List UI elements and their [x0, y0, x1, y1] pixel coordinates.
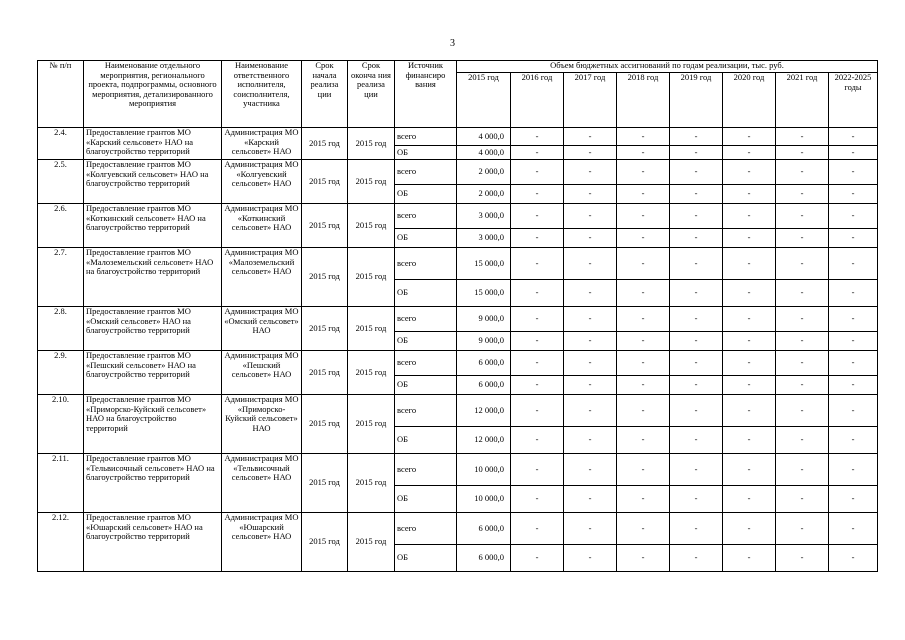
row-source-ob: ОБ: [395, 146, 457, 160]
row-dash: -: [776, 229, 829, 248]
row-source-ob: ОБ: [395, 185, 457, 204]
page-number: 3: [450, 38, 455, 49]
row-start: 2015 год: [302, 513, 348, 572]
row-dash: -: [670, 307, 723, 332]
row-value-2015-ob: 6 000,0: [457, 545, 511, 572]
row-end: 2015 год: [348, 307, 395, 351]
row-dash: -: [723, 351, 776, 376]
budget-table: [37, 60, 878, 572]
row-dash: -: [776, 351, 829, 376]
row-dash: -: [776, 160, 829, 185]
header-year: 2018 год: [617, 73, 670, 128]
row-dash: -: [564, 160, 617, 185]
row-name: Предоставление грантов МО «Приморско-Куйский сельсовет» НАО на благоустройство территорий: [84, 395, 222, 454]
row-dash: -: [564, 427, 617, 454]
header-end: Срок оконча ния реализа ции: [348, 61, 395, 128]
row-end: 2015 год: [348, 204, 395, 248]
row-dash: -: [829, 146, 878, 160]
header-year: 2022-2025 годы: [829, 73, 878, 128]
row-dash: -: [723, 280, 776, 307]
row-value-2015-ob: 10 000,0: [457, 486, 511, 513]
row-dash: -: [617, 128, 670, 146]
row-dash: -: [564, 332, 617, 351]
row-dash: -: [829, 280, 878, 307]
row-dash: -: [617, 427, 670, 454]
row-dash: -: [564, 395, 617, 427]
table-row: [38, 248, 878, 280]
row-dash: -: [829, 545, 878, 572]
row-dash: -: [723, 395, 776, 427]
row-start: 2015 год: [302, 307, 348, 351]
row-value-2015-total: 2 000,0: [457, 160, 511, 185]
row-start: 2015 год: [302, 351, 348, 395]
header-year: 2017 год: [564, 73, 617, 128]
row-dash: -: [776, 545, 829, 572]
row-end: 2015 год: [348, 395, 395, 454]
row-value-2015-ob: 4 000,0: [457, 146, 511, 160]
row-dash: -: [829, 248, 878, 280]
row-responsible: Администрация МО «Приморско-Куйский сельсовет» НАО: [222, 395, 302, 454]
row-dash: -: [776, 454, 829, 486]
row-dash: -: [670, 160, 723, 185]
row-dash: -: [511, 376, 564, 395]
row-dash: -: [723, 376, 776, 395]
row-dash: -: [564, 454, 617, 486]
row-dash: -: [511, 229, 564, 248]
row-number: 2.7.: [38, 248, 84, 307]
row-value-2015-total: 15 000,0: [457, 248, 511, 280]
row-source-ob: ОБ: [395, 280, 457, 307]
row-dash: -: [670, 513, 723, 545]
row-dash: -: [511, 248, 564, 280]
row-dash: -: [670, 454, 723, 486]
row-dash: -: [776, 332, 829, 351]
row-dash: -: [511, 307, 564, 332]
row-dash: -: [829, 513, 878, 545]
row-number: 2.8.: [38, 307, 84, 351]
row-dash: -: [829, 307, 878, 332]
row-dash: -: [564, 545, 617, 572]
row-name: Предоставление грантов МО «Малоземельский сельсовет» НАО на благоустройство территорий: [84, 248, 222, 307]
row-dash: -: [511, 486, 564, 513]
header-responsible: Наименование ответственного исполнителя, соисполнителя, участника: [222, 61, 302, 128]
row-number: 2.11.: [38, 454, 84, 513]
row-dash: -: [511, 185, 564, 204]
row-dash: -: [723, 545, 776, 572]
row-dash: -: [776, 248, 829, 280]
row-number: 2.5.: [38, 160, 84, 204]
row-end: 2015 год: [348, 160, 395, 204]
row-dash: -: [723, 229, 776, 248]
row-dash: -: [776, 486, 829, 513]
row-source-total: всего: [395, 454, 457, 486]
row-dash: -: [617, 160, 670, 185]
row-end: 2015 год: [348, 513, 395, 572]
row-dash: -: [829, 486, 878, 513]
row-dash: -: [776, 395, 829, 427]
header-year: 2020 год: [723, 73, 776, 128]
row-dash: -: [511, 146, 564, 160]
row-dash: -: [723, 427, 776, 454]
row-dash: -: [564, 248, 617, 280]
row-dash: -: [670, 545, 723, 572]
row-source-total: всего: [395, 160, 457, 185]
row-value-2015-total: 3 000,0: [457, 204, 511, 229]
row-value-2015-ob: 3 000,0: [457, 229, 511, 248]
row-dash: -: [617, 146, 670, 160]
row-value-2015-ob: 2 000,0: [457, 185, 511, 204]
row-number: 2.10.: [38, 395, 84, 454]
row-responsible: Администрация МО «Малоземельский сельсовет» НАО: [222, 248, 302, 307]
row-responsible: Администрация МО «Тельвисочный сельсовет» НАО: [222, 454, 302, 513]
row-dash: -: [670, 248, 723, 280]
row-end: 2015 год: [348, 248, 395, 307]
header-num: № п/п: [38, 61, 84, 128]
header-start: Срок начала реализа ции: [302, 61, 348, 128]
row-dash: -: [829, 427, 878, 454]
row-number: 2.4.: [38, 128, 84, 160]
row-dash: -: [617, 185, 670, 204]
row-start: 2015 год: [302, 160, 348, 204]
row-responsible: Администрация МО «Пешский сельсовет» НАО: [222, 351, 302, 395]
row-value-2015-total: 12 000,0: [457, 395, 511, 427]
row-dash: -: [723, 513, 776, 545]
row-source-ob: ОБ: [395, 332, 457, 351]
row-dash: -: [670, 332, 723, 351]
header-name: Наименование отдельного мероприятия, регионального проекта, подпрограммы, основного мероприятия, детализированного мероприятия: [84, 61, 222, 128]
row-dash: -: [829, 229, 878, 248]
row-dash: -: [511, 280, 564, 307]
row-start: 2015 год: [302, 395, 348, 454]
row-dash: -: [829, 454, 878, 486]
table-row: [38, 454, 878, 486]
row-end: 2015 год: [348, 454, 395, 513]
row-dash: -: [829, 128, 878, 146]
row-end: 2015 год: [348, 128, 395, 160]
row-dash: -: [829, 376, 878, 395]
header-year: 2015 год: [457, 73, 511, 128]
row-source-ob: ОБ: [395, 486, 457, 513]
header-volume: Объем бюджетных ассигнований по годам реализации, тыс. руб.: [457, 61, 878, 73]
header-year: 2016 год: [511, 73, 564, 128]
row-value-2015-ob: 6 000,0: [457, 376, 511, 395]
row-dash: -: [829, 185, 878, 204]
table-row: [38, 128, 878, 146]
row-dash: -: [617, 280, 670, 307]
row-dash: -: [564, 204, 617, 229]
row-dash: -: [723, 185, 776, 204]
row-dash: -: [511, 128, 564, 146]
row-dash: -: [670, 280, 723, 307]
row-dash: -: [617, 395, 670, 427]
row-value-2015-total: 6 000,0: [457, 351, 511, 376]
row-source-total: всего: [395, 395, 457, 427]
row-value-2015-ob: 9 000,0: [457, 332, 511, 351]
row-source-ob: ОБ: [395, 427, 457, 454]
header-source: Источник финансиро вания: [395, 61, 457, 128]
row-dash: -: [670, 229, 723, 248]
row-name: Предоставление грантов МО «Карский сельсовет» НАО на благоустройство территорий: [84, 128, 222, 160]
row-dash: -: [776, 427, 829, 454]
row-dash: -: [511, 204, 564, 229]
row-source-total: всего: [395, 248, 457, 280]
row-responsible: Администрация МО «Коткинский сельсовет» НАО: [222, 204, 302, 248]
row-dash: -: [723, 128, 776, 146]
row-source-ob: ОБ: [395, 545, 457, 572]
row-dash: -: [564, 128, 617, 146]
row-name: Предоставление грантов МО «Тельвисочный сельсовет» НАО на благоустройство территорий: [84, 454, 222, 513]
row-start: 2015 год: [302, 128, 348, 160]
row-value-2015-total: 9 000,0: [457, 307, 511, 332]
row-responsible: Администрация МО «Колгуевский сельсовет» НАО: [222, 160, 302, 204]
table-row: [38, 307, 878, 332]
row-responsible: Администрация МО «Карский сельсовет» НАО: [222, 128, 302, 160]
row-dash: -: [670, 351, 723, 376]
row-end: 2015 год: [348, 351, 395, 395]
row-dash: -: [829, 351, 878, 376]
row-dash: -: [723, 454, 776, 486]
header-year: 2019 год: [670, 73, 723, 128]
row-source-total: всего: [395, 307, 457, 332]
row-name: Предоставление грантов МО «Омский сельсовет» НАО на благоустройство территорий: [84, 307, 222, 351]
row-dash: -: [776, 146, 829, 160]
row-dash: -: [564, 376, 617, 395]
row-dash: -: [617, 376, 670, 395]
row-dash: -: [564, 280, 617, 307]
row-dash: -: [617, 545, 670, 572]
row-dash: -: [670, 185, 723, 204]
row-dash: -: [564, 486, 617, 513]
row-source-ob: ОБ: [395, 376, 457, 395]
row-dash: -: [511, 395, 564, 427]
row-dash: -: [670, 395, 723, 427]
row-dash: -: [723, 204, 776, 229]
row-dash: -: [829, 332, 878, 351]
row-value-2015-total: 4 000,0: [457, 128, 511, 146]
row-name: Предоставление грантов МО «Юшарский сельсовет» НАО на благоустройство территорий: [84, 513, 222, 572]
row-dash: -: [564, 185, 617, 204]
row-dash: -: [829, 395, 878, 427]
row-name: Предоставление грантов МО «Коткинский сельсовет» НАО на благоустройство территорий: [84, 204, 222, 248]
row-dash: -: [723, 486, 776, 513]
row-dash: -: [511, 160, 564, 185]
row-dash: -: [776, 376, 829, 395]
row-dash: -: [511, 351, 564, 376]
row-value-2015-ob: 15 000,0: [457, 280, 511, 307]
row-dash: -: [670, 204, 723, 229]
row-number: 2.12.: [38, 513, 84, 572]
row-dash: -: [617, 248, 670, 280]
row-dash: -: [670, 146, 723, 160]
row-value-2015-total: 6 000,0: [457, 513, 511, 545]
row-dash: -: [723, 160, 776, 185]
row-responsible: Администрация МО «Юшарский сельсовет» НАО: [222, 513, 302, 572]
row-start: 2015 год: [302, 454, 348, 513]
row-dash: -: [723, 307, 776, 332]
row-start: 2015 год: [302, 204, 348, 248]
row-dash: -: [776, 128, 829, 146]
table-row: [38, 204, 878, 229]
row-dash: -: [511, 332, 564, 351]
row-source-ob: ОБ: [395, 229, 457, 248]
row-dash: -: [776, 280, 829, 307]
row-dash: -: [776, 185, 829, 204]
header-year: 2021 год: [776, 73, 829, 128]
table-row: [38, 160, 878, 185]
row-dash: -: [776, 513, 829, 545]
row-dash: -: [511, 545, 564, 572]
row-source-total: всего: [395, 513, 457, 545]
row-number: 2.9.: [38, 351, 84, 395]
row-dash: -: [617, 454, 670, 486]
row-value-2015-ob: 12 000,0: [457, 427, 511, 454]
row-dash: -: [670, 486, 723, 513]
row-dash: -: [617, 351, 670, 376]
table-row: [38, 513, 878, 545]
row-source-total: всего: [395, 128, 457, 146]
table-row: [38, 351, 878, 376]
row-dash: -: [776, 204, 829, 229]
row-number: 2.6.: [38, 204, 84, 248]
row-dash: -: [564, 307, 617, 332]
row-dash: -: [617, 229, 670, 248]
row-dash: -: [670, 128, 723, 146]
row-dash: -: [723, 332, 776, 351]
row-start: 2015 год: [302, 248, 348, 307]
row-name: Предоставление грантов МО «Пешский сельсовет» НАО на благоустройство территорий: [84, 351, 222, 395]
row-dash: -: [723, 248, 776, 280]
row-dash: -: [564, 146, 617, 160]
row-dash: -: [617, 307, 670, 332]
row-dash: -: [670, 376, 723, 395]
row-source-total: всего: [395, 204, 457, 229]
row-name: Предоставление грантов МО «Колгуевский сельсовет» НАО на благоустройство территорий: [84, 160, 222, 204]
row-dash: -: [829, 204, 878, 229]
row-dash: -: [564, 513, 617, 545]
row-dash: -: [617, 513, 670, 545]
row-dash: -: [670, 427, 723, 454]
row-value-2015-total: 10 000,0: [457, 454, 511, 486]
row-dash: -: [617, 204, 670, 229]
row-dash: -: [564, 351, 617, 376]
row-dash: -: [511, 513, 564, 545]
row-dash: -: [723, 146, 776, 160]
row-dash: -: [617, 486, 670, 513]
row-dash: -: [511, 427, 564, 454]
table-row: [38, 395, 878, 427]
row-dash: -: [829, 160, 878, 185]
row-dash: -: [511, 454, 564, 486]
row-dash: -: [776, 307, 829, 332]
row-source-total: всего: [395, 351, 457, 376]
row-responsible: Администрация МО «Омский сельсовет» НАО: [222, 307, 302, 351]
row-dash: -: [617, 332, 670, 351]
row-dash: -: [564, 229, 617, 248]
